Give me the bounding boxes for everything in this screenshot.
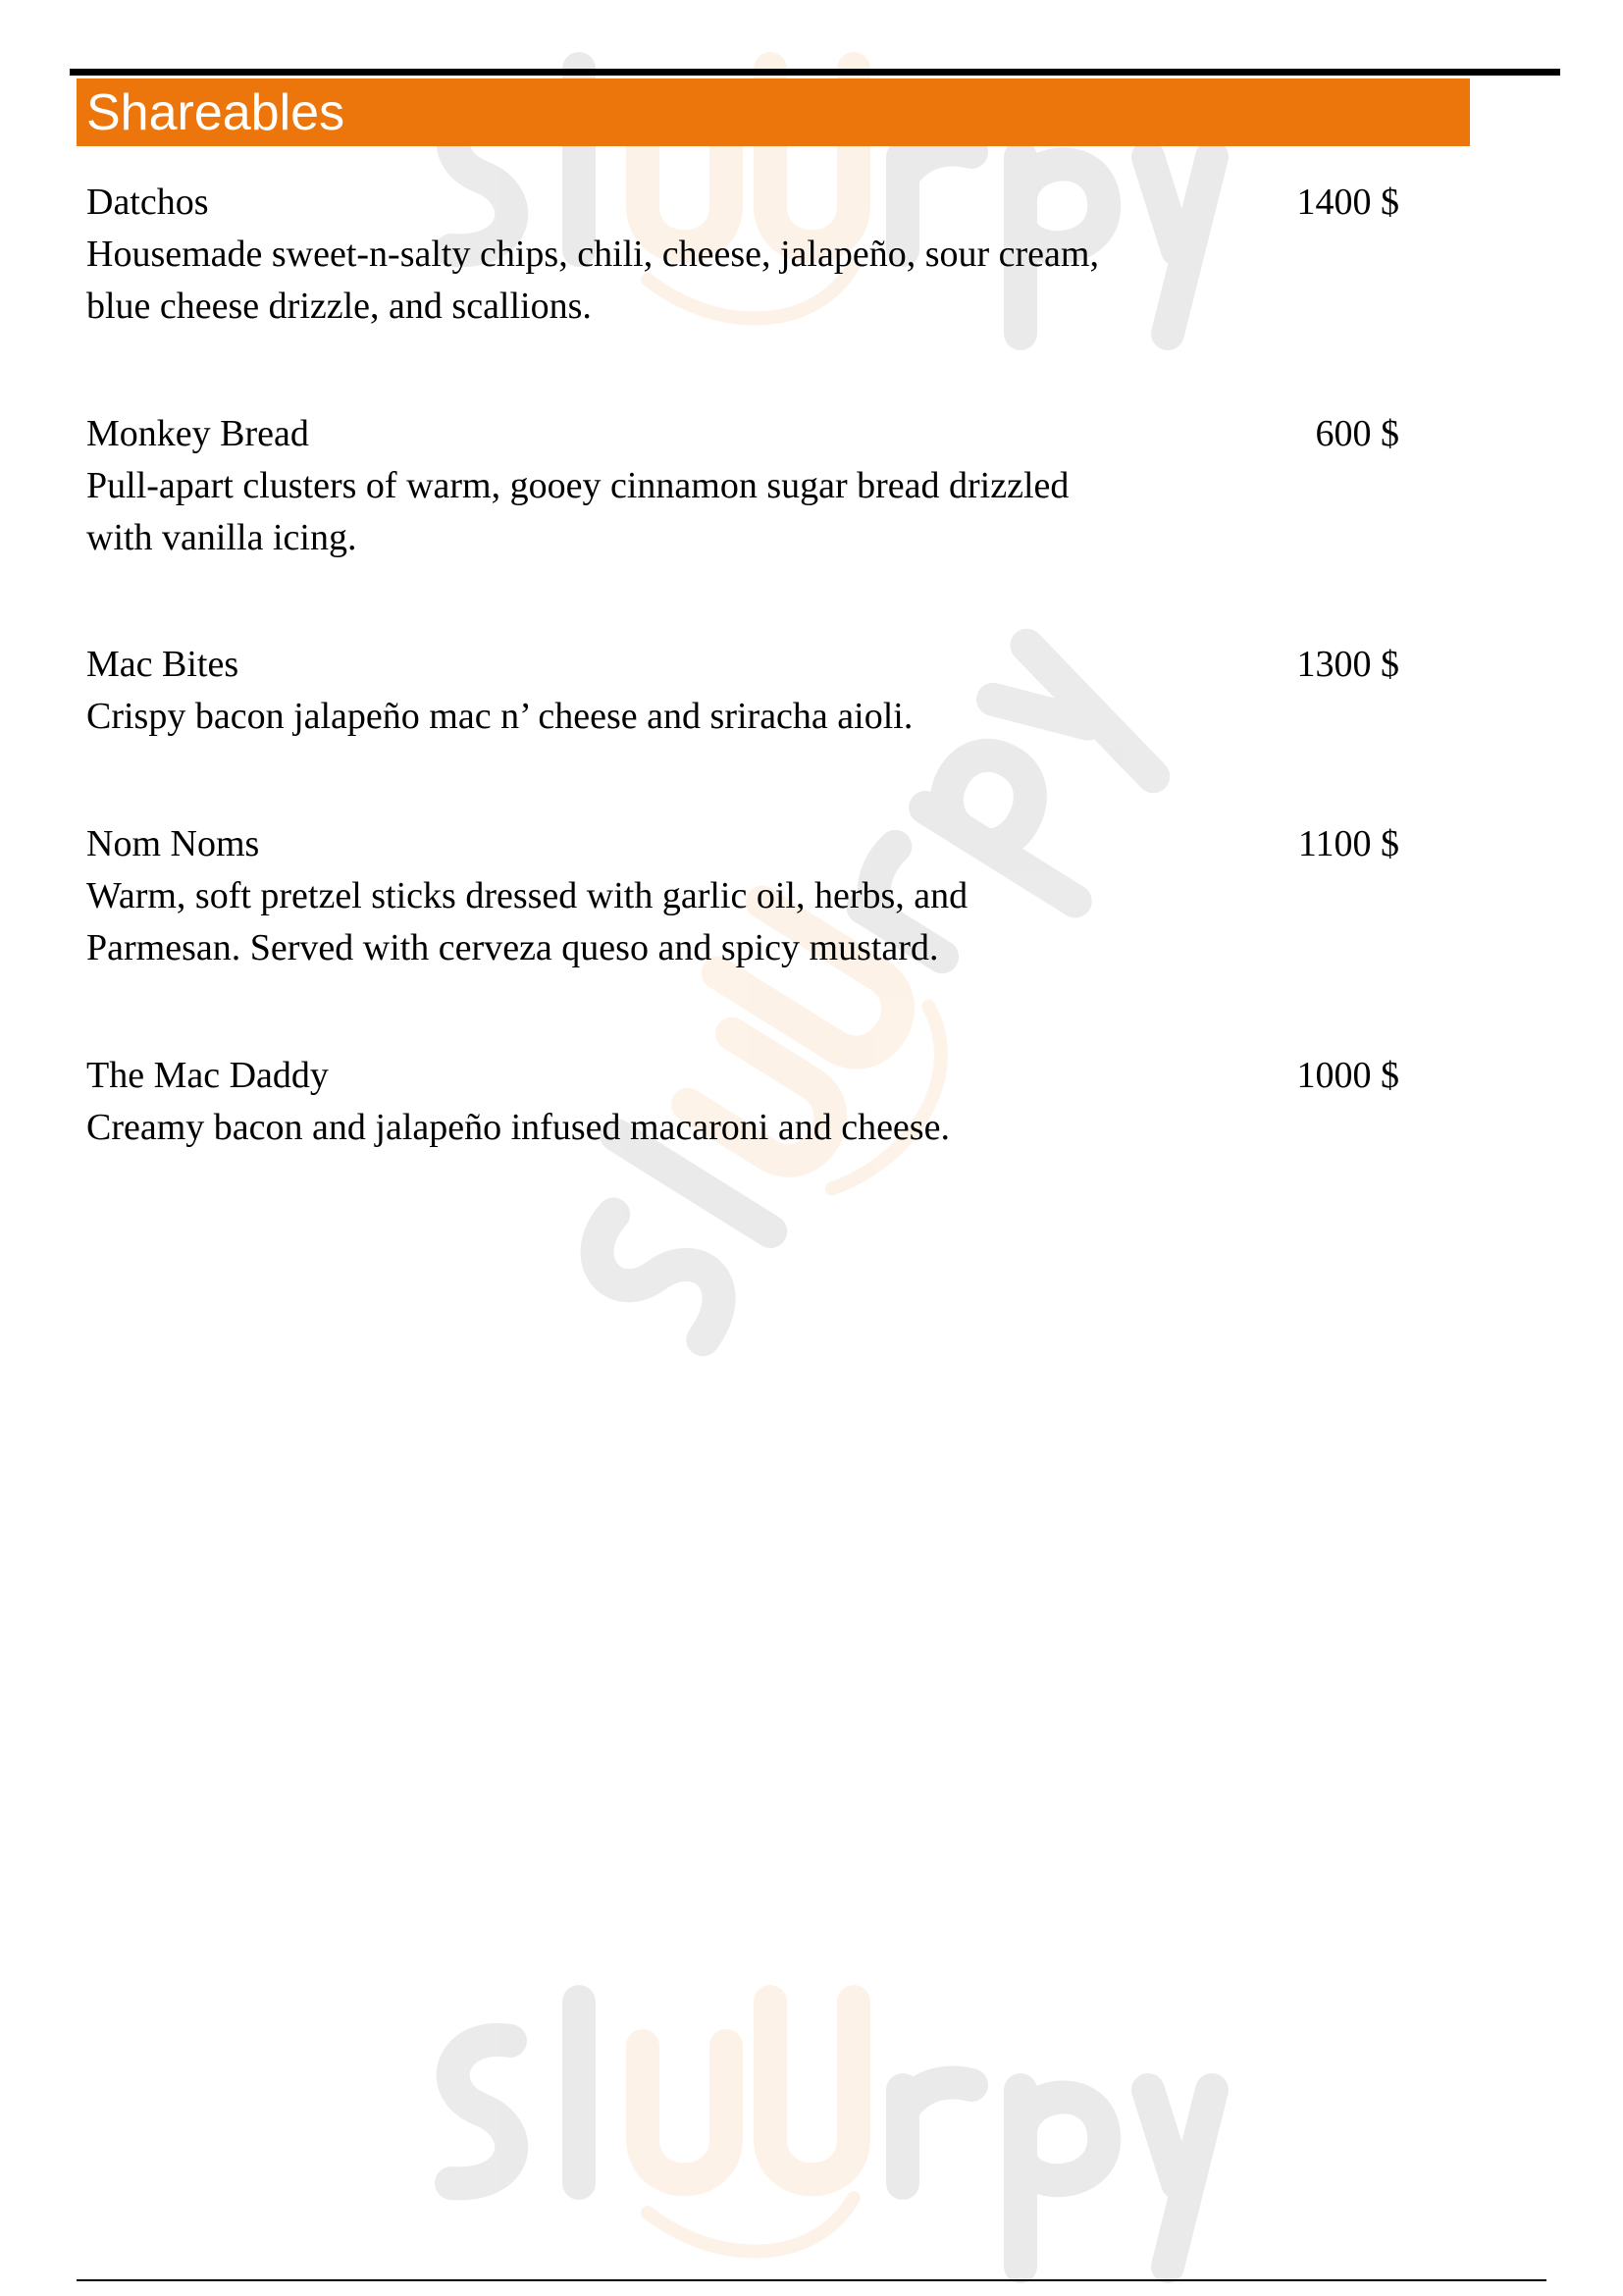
section-header-bar bbox=[77, 78, 1470, 146]
menu-item-the-mac-daddy bbox=[86, 1050, 1399, 1154]
top-rule bbox=[70, 69, 1560, 76]
item-price: 1300 $ bbox=[1296, 644, 1399, 685]
menu-item-monkey-bread bbox=[86, 408, 1399, 564]
item-description-line: Warm, soft pretzel sticks dressed with garlic oil, herbs, and bbox=[86, 875, 969, 916]
item-name: Mac Bites bbox=[86, 644, 239, 685]
item-description-line: with vanilla icing. bbox=[86, 517, 357, 558]
item-price: 600 $ bbox=[1315, 413, 1399, 454]
item-description-line: Crispy bacon jalapeño mac n’ cheese and sriracha aioli. bbox=[86, 696, 914, 737]
bottom-rule bbox=[77, 2279, 1546, 2281]
item-description-line: Pull-apart clusters of warm, gooey cinnamon sugar bread drizzled bbox=[86, 465, 1070, 506]
item-name: Monkey Bread bbox=[86, 413, 309, 454]
item-description-line: Housemade sweet-n-salty chips, chili, cheese, jalapeño, sour cream, bbox=[86, 234, 1099, 275]
item-price: 1000 $ bbox=[1296, 1055, 1399, 1096]
item-price: 1100 $ bbox=[1297, 823, 1399, 864]
item-name: Datchos bbox=[86, 182, 209, 223]
item-description-line: blue cheese drizzle, and scallions. bbox=[86, 286, 592, 327]
menu-item-mac-bites bbox=[86, 639, 1399, 743]
section-title: Shareables bbox=[86, 84, 345, 141]
item-description-line: Creamy bacon and jalapeño infused macaroni and cheese. bbox=[86, 1107, 950, 1148]
sluurpy-watermark-logo bbox=[393, 1972, 1236, 2296]
menu-item-datchos bbox=[86, 177, 1399, 333]
item-price: 1400 $ bbox=[1296, 182, 1399, 223]
item-name: The Mac Daddy bbox=[86, 1055, 329, 1096]
item-name: Nom Noms bbox=[86, 823, 260, 864]
item-description-line: Parmesan. Served with cerveza queso and spicy mustard. bbox=[86, 927, 939, 968]
menu-item-nom-noms bbox=[86, 818, 1399, 974]
